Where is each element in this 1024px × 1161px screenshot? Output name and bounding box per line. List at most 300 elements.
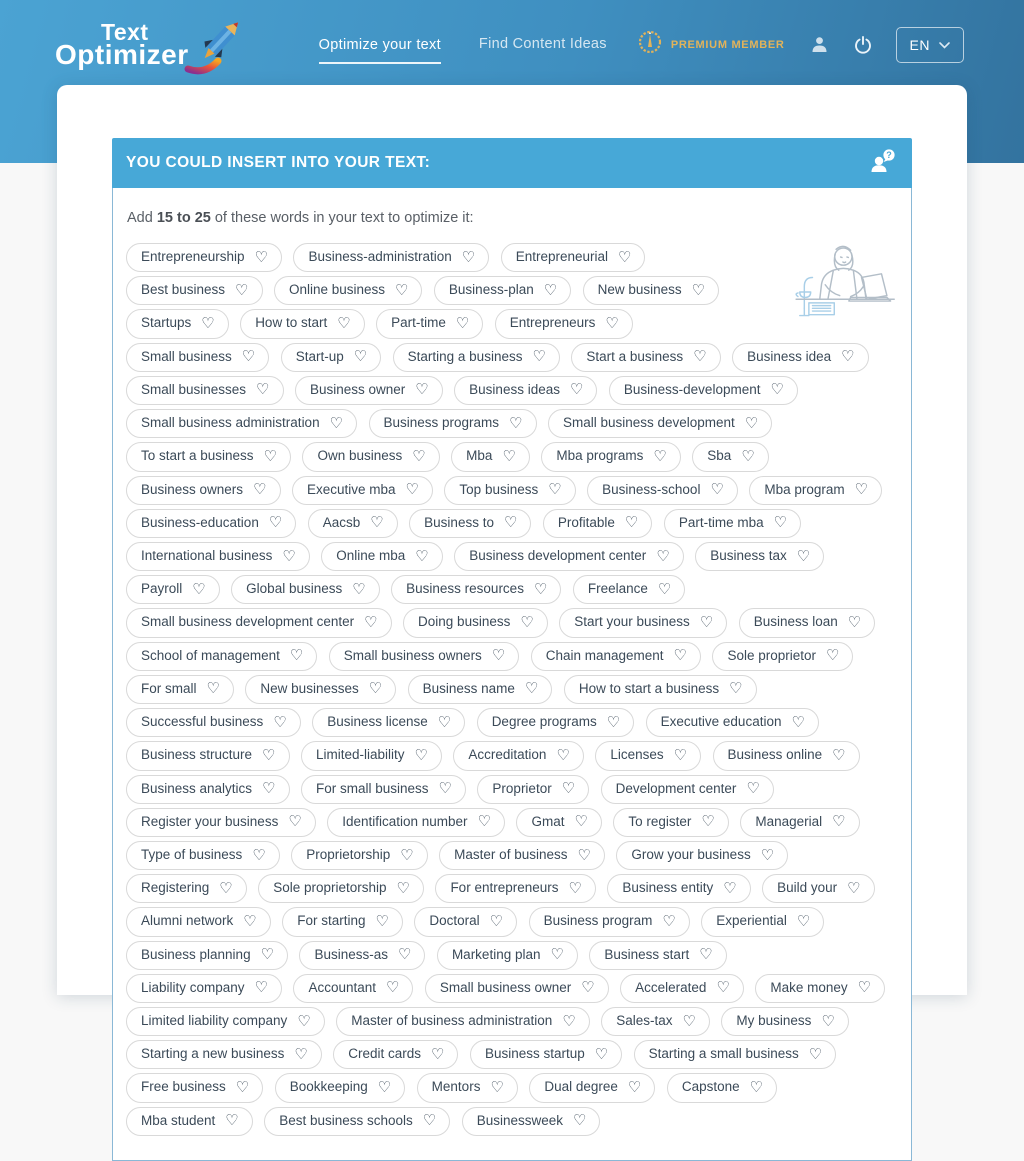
heart-icon[interactable]: ♡ [282,547,296,565]
heart-icon[interactable]: ♡ [562,1012,576,1030]
heart-icon[interactable]: ♡ [741,447,755,465]
heart-icon[interactable]: ♡ [490,1079,504,1097]
keyword-chip[interactable] [451,442,530,471]
heart-icon[interactable]: ♡ [746,780,760,798]
heart-icon[interactable]: ♡ [241,348,256,366]
keyword-chip[interactable] [620,974,744,1003]
keyword-label: New businesses [260,680,359,696]
keyword-chip[interactable] [529,907,690,936]
keyword-chip[interactable] [291,841,428,870]
heart-icon[interactable]: ♡ [395,281,409,299]
keyword-label: Start your business [574,614,690,630]
heart-icon[interactable]: ♡ [375,912,389,930]
panel-title: YOU COULD INSERT INTO YOUR TEXT: [126,154,431,171]
keyword-chip[interactable] [749,476,882,505]
nav-optimize-your-text[interactable]: Optimize your text [319,37,441,64]
heart-icon[interactable]: ♡ [627,1079,642,1097]
keyword-chip[interactable] [755,974,885,1003]
heart-icon[interactable]: ♡ [256,381,270,399]
heart-icon[interactable]: ♡ [415,381,429,399]
heart-icon[interactable]: ♡ [826,647,840,665]
keyword-chip[interactable] [667,1073,777,1102]
heart-icon[interactable]: ♡ [662,912,676,930]
heart-icon[interactable]: ♡ [235,281,249,299]
keyword-chip[interactable] [126,1073,263,1102]
keyword-label: Mba [466,448,493,464]
keyword-chip[interactable] [126,509,296,538]
heart-icon[interactable]: ♡ [854,481,869,499]
heart-icon[interactable]: ♡ [605,315,619,333]
heart-icon[interactable]: ♡ [543,281,558,299]
keyword-chip[interactable] [240,309,364,338]
keyword-chip[interactable] [435,874,596,903]
keyword-label: Accreditation [468,747,547,763]
heart-icon[interactable]: ♡ [396,879,410,897]
keyword-label: Best business [141,282,226,298]
keyword-chip[interactable] [601,1007,710,1036]
keyword-chip[interactable] [408,675,553,704]
heart-icon[interactable]: ♡ [294,1045,308,1063]
keyword-chip[interactable] [312,708,465,737]
heart-icon[interactable]: ♡ [653,447,667,465]
heart-icon[interactable]: ♡ [289,647,304,665]
user-icon[interactable] [811,36,828,53]
heart-icon[interactable]: ♡ [796,912,811,930]
heart-icon[interactable]: ♡ [744,414,759,432]
heart-icon[interactable]: ♡ [329,414,344,432]
keyword-chip[interactable] [739,608,876,637]
logo[interactable] [55,8,247,81]
heart-icon[interactable]: ♡ [502,447,516,465]
heart-icon[interactable]: ♡ [716,979,730,997]
keyword-label: Business programs [383,415,500,431]
heart-icon[interactable]: ♡ [252,846,266,864]
keyword-chip[interactable] [126,409,357,438]
heart-icon[interactable]: ♡ [263,447,278,465]
heart-icon[interactable]: ♡ [796,547,811,565]
keyword-chip[interactable] [126,542,310,571]
keyword-chip[interactable] [126,343,269,372]
heart-icon[interactable]: ♡ [729,680,743,698]
keyword-chip[interactable] [444,476,575,505]
keyword-chip[interactable] [409,509,531,538]
heart-icon[interactable]: ♡ [569,381,584,399]
keyword-chip[interactable] [434,276,571,305]
heart-icon[interactable]: ♡ [253,481,267,499]
heart-icon[interactable]: ♡ [760,846,775,864]
keyword-chip[interactable] [609,376,798,405]
keyword-chip[interactable] [126,775,290,804]
keyword-label: Online mba [336,547,406,563]
keyword-chip[interactable] [564,675,757,704]
keyword-chip[interactable] [231,575,380,604]
heart-icon[interactable]: ♡ [699,614,714,632]
heart-icon[interactable]: ♡ [524,680,539,698]
keyword-label: Build your [777,880,838,896]
heart-icon[interactable]: ♡ [353,348,368,366]
keyword-chip[interactable] [695,542,824,571]
keyword-chip[interactable] [634,1040,837,1069]
keyword-label: Business planning [141,946,251,962]
keyword-chip[interactable] [282,907,403,936]
keyword-chip[interactable] [403,608,548,637]
heart-icon[interactable]: ♡ [368,680,383,698]
keyword-label: Small business development center [141,614,355,630]
heart-icon[interactable]: ♡ [701,813,715,831]
suggestions-panel-header [112,138,912,188]
keyword-chip[interactable] [126,642,317,671]
keyword-label: Small business owners [343,647,482,663]
keyword-chip[interactable] [126,476,281,505]
keyword-label: Business loan [753,614,838,630]
keyword-chip[interactable] [543,509,653,538]
heart-icon[interactable]: ♡ [572,1112,587,1130]
premium-member-badge [637,29,785,60]
heart-icon[interactable]: ♡ [370,514,384,532]
keyword-chip[interactable] [414,907,517,936]
keyword-chip[interactable] [126,309,229,338]
heart-icon[interactable]: ♡ [437,713,452,731]
keyword-chip[interactable] [601,775,774,804]
heart-icon[interactable]: ♡ [262,780,276,798]
heart-icon[interactable]: ♡ [618,248,632,266]
heart-icon[interactable]: ♡ [400,846,414,864]
heart-icon[interactable]: ♡ [520,614,534,632]
keyword-chip[interactable] [740,808,859,837]
keyword-chip[interactable] [301,775,466,804]
heart-icon[interactable]: ♡ [857,979,872,997]
keyword-chip[interactable] [126,376,284,405]
keyword-chip[interactable] [301,741,442,770]
keyword-chip[interactable] [302,442,439,471]
keyword-chip[interactable] [541,442,681,471]
heart-icon[interactable]: ♡ [438,780,452,798]
keyword-chip[interactable] [664,509,801,538]
heart-icon[interactable]: ♡ [691,281,706,299]
keyword-chip[interactable] [595,741,701,770]
keyword-chip[interactable] [126,1040,322,1069]
keyword-label: Starting a business [407,348,523,364]
keyword-label: Registering [141,880,210,896]
keyword-chip[interactable] [281,343,381,372]
keyword-chip[interactable] [516,808,601,837]
keyword-chip[interactable] [548,409,772,438]
keyword-chip[interactable] [126,941,288,970]
keyword-chip[interactable] [439,841,605,870]
heart-icon[interactable]: ♡ [532,348,546,366]
keyword-label: Accelerated [635,979,707,995]
heart-icon[interactable]: ♡ [455,315,470,333]
heart-icon[interactable]: ♡ [386,979,400,997]
keyword-label: Business-plan [448,282,534,298]
keyword-chip[interactable] [126,808,316,837]
keyword-label: Master of business [454,846,568,862]
keyword-chip[interactable] [126,608,392,637]
heart-icon[interactable]: ♡ [364,614,378,632]
heart-icon[interactable]: ♡ [723,879,737,897]
heart-icon[interactable]: ♡ [219,879,233,897]
keyword-label: Top business [459,481,539,497]
heart-icon[interactable]: ♡ [832,746,846,764]
heart-icon[interactable]: ♡ [206,680,220,698]
heart-icon[interactable]: ♡ [594,1045,609,1063]
keyword-chip[interactable] [329,642,520,671]
heart-icon[interactable]: ♡ [606,713,621,731]
keyword-chip[interactable] [495,309,633,338]
help-user-icon[interactable] [869,148,897,179]
heart-icon[interactable]: ♡ [477,813,492,831]
keyword-chip[interactable] [333,1040,458,1069]
keyword-label: Accountant [308,979,377,995]
heart-icon[interactable]: ♡ [556,746,570,764]
keyword-chip[interactable] [293,243,489,272]
keyword-label: Make money [770,979,848,995]
heart-icon[interactable]: ♡ [415,547,429,565]
keyword-chip[interactable] [336,1007,590,1036]
keyword-label: Executive education [660,714,782,730]
keyword-chip[interactable] [321,542,443,571]
heart-icon[interactable]: ♡ [656,547,670,565]
heart-icon[interactable]: ♡ [624,514,639,532]
keyword-label: How to start a business [578,680,720,696]
keyword-label: Business-as [314,946,389,962]
keyword-label: Aacsb [322,514,361,530]
app-header [0,0,1024,85]
keyword-chip[interactable] [762,874,875,903]
keyword-chip[interactable] [275,1073,406,1102]
heart-icon[interactable]: ♡ [260,946,275,964]
heart-icon[interactable]: ♡ [225,1112,239,1130]
keyword-label: Mba student [141,1112,216,1128]
heart-icon[interactable]: ♡ [710,481,724,499]
keyword-chip[interactable] [613,808,728,837]
power-logout-icon[interactable] [854,36,872,54]
heart-icon[interactable]: ♡ [422,1112,437,1130]
heart-icon[interactable]: ♡ [509,414,523,432]
keyword-chip[interactable] [376,309,483,338]
heart-icon[interactable]: ♡ [749,1079,764,1097]
keyword-label: Limited liability company [141,1013,288,1029]
heart-icon[interactable]: ♡ [847,879,861,897]
keyword-label: Entrepreneurs [509,315,596,331]
heart-icon[interactable]: ♡ [254,248,269,266]
heart-icon[interactable]: ♡ [577,846,591,864]
keyword-label: School of management [141,647,280,663]
keyword-label: Business resources [406,581,524,597]
keyword-label: Business license [327,714,428,730]
heart-icon[interactable]: ♡ [847,614,862,632]
keyword-label: Capstone [681,1079,740,1095]
keyword-chip[interactable] [531,642,701,671]
keyword-chip[interactable] [477,708,635,737]
heart-icon[interactable]: ♡ [673,647,687,665]
keyword-chip[interactable] [126,675,234,704]
keyword-label: Business analytics [141,780,253,796]
language-selected: EN [909,36,930,53]
keyword-label: My business [736,1013,812,1029]
heart-icon[interactable]: ♡ [352,580,366,598]
heart-icon[interactable]: ♡ [693,348,707,366]
heart-icon[interactable]: ♡ [503,514,518,532]
keyword-chip[interactable] [126,708,301,737]
keyword-chip[interactable] [589,941,726,970]
keyword-chip[interactable] [437,941,578,970]
keyword-chip[interactable] [393,343,560,372]
keyword-chip[interactable] [126,243,282,272]
keyword-chip[interactable] [126,741,290,770]
keyword-chip[interactable] [126,907,271,936]
keyword-chip[interactable] [126,276,263,305]
heart-icon[interactable]: ♡ [414,746,428,764]
heart-icon[interactable]: ♡ [773,514,788,532]
keyword-chip[interactable] [417,1073,518,1102]
heart-icon[interactable]: ♡ [682,1012,696,1030]
keyword-chip[interactable] [126,874,247,903]
keyword-chip[interactable] [732,343,869,372]
heart-icon[interactable]: ♡ [699,946,713,964]
keyword-chip[interactable] [470,1040,622,1069]
heart-icon[interactable]: ♡ [673,746,688,764]
keyword-chip[interactable] [292,476,433,505]
keyword-chip[interactable] [571,343,720,372]
keyword-chip[interactable] [712,642,853,671]
keyword-chip[interactable] [454,542,684,571]
heart-icon[interactable]: ♡ [254,979,269,997]
keyword-label: Experiential [716,913,787,929]
keyword-chip[interactable] [646,708,819,737]
keyword-chip[interactable] [245,675,396,704]
keyword-chip[interactable] [477,775,589,804]
keyword-label: Sba [707,448,732,464]
keyword-chip[interactable] [369,409,537,438]
heart-icon[interactable]: ♡ [533,580,548,598]
keyword-chip[interactable] [391,575,561,604]
keyword-chip[interactable] [453,741,584,770]
heart-icon[interactable]: ♡ [235,1079,250,1097]
premium-member-label: PREMIUM MEMBER [670,38,785,51]
intro-prefix: Add [127,210,157,226]
heart-icon[interactable]: ♡ [377,1079,392,1097]
heart-icon[interactable]: ♡ [262,746,276,764]
keyword-label: Degree programs [491,714,597,730]
keyword-label: Global business [246,581,343,597]
keyword-chip[interactable] [692,442,768,471]
keyword-label: Register your business [141,813,279,829]
keyword-label: Sales-tax [616,1013,673,1029]
keyword-chip[interactable] [126,841,280,870]
keyword-label: Business-administration [308,249,452,264]
keyword-chip[interactable] [299,941,425,970]
heart-icon[interactable]: ♡ [574,813,588,831]
keyword-chip[interactable] [462,1107,601,1136]
heart-icon[interactable]: ♡ [268,514,283,532]
keyword-label: For entrepreneurs [450,880,559,896]
keyword-label: Business-development [623,381,761,397]
heart-icon[interactable]: ♡ [297,1012,311,1030]
heart-icon[interactable]: ♡ [201,315,215,333]
keyword-label: Part-time mba [678,514,764,530]
keyword-chip[interactable] [126,442,291,471]
heart-icon[interactable]: ♡ [808,1045,823,1063]
laurel-badge-icon [637,29,663,60]
heart-icon[interactable]: ♡ [841,348,855,366]
heart-icon[interactable]: ♡ [491,647,506,665]
keyword-label: Bookkeeping [289,1079,368,1095]
keyword-chip[interactable] [327,808,505,837]
keyword-chip[interactable] [529,1073,655,1102]
heart-icon[interactable]: ♡ [568,879,582,897]
keyword-chip[interactable] [274,276,423,305]
heart-icon[interactable]: ♡ [548,481,562,499]
keyword-label: Alumni network [141,913,234,929]
language-selector[interactable] [896,27,964,63]
keyword-label: To register [628,813,692,829]
keyword-chip[interactable] [721,1007,848,1036]
heart-icon[interactable]: ♡ [770,381,784,399]
heart-icon[interactable]: ♡ [821,1012,835,1030]
keyword-chip[interactable] [454,376,597,405]
keyword-chip[interactable] [258,874,424,903]
heart-icon[interactable]: ♡ [461,248,476,266]
keyword-chip[interactable] [126,974,282,1003]
heart-icon[interactable]: ♡ [243,912,257,930]
keyword-chip[interactable] [587,476,738,505]
heart-icon[interactable]: ♡ [288,813,302,831]
keyword-label: Own business [317,448,403,464]
heart-icon[interactable]: ♡ [561,780,576,798]
keyword-chip[interactable] [264,1107,450,1136]
keyword-label: Payroll [141,581,183,597]
heart-icon[interactable]: ♡ [412,447,426,465]
keyword-chip[interactable] [713,741,860,770]
heart-icon[interactable]: ♡ [832,813,846,831]
heart-icon[interactable]: ♡ [398,946,412,964]
keyword-chip[interactable] [295,376,443,405]
nav-find-content-ideas[interactable]: Find Content Ideas [478,35,607,52]
heart-icon[interactable]: ♡ [791,713,805,731]
keyword-chip[interactable] [501,243,646,272]
keyword-chip[interactable] [126,575,220,604]
heart-icon[interactable]: ♡ [192,580,206,598]
heart-icon[interactable]: ♡ [431,1045,445,1063]
keyword-label: Small business administration [141,415,320,431]
keyword-chip[interactable] [308,509,398,538]
keyword-chip[interactable] [126,1007,325,1036]
heart-icon[interactable]: ♡ [273,713,287,731]
keyword-chip[interactable] [126,1107,253,1136]
suggestions-panel-body [112,188,912,1161]
heart-icon[interactable]: ♡ [657,580,672,598]
keyword-label: Entrepreneurship [141,249,245,264]
keyword-chip[interactable] [701,907,824,936]
heart-icon[interactable]: ♡ [581,979,595,997]
heart-icon[interactable]: ♡ [489,912,504,930]
keyword-chip[interactable] [583,276,720,305]
heart-icon[interactable]: ♡ [550,946,564,964]
keyword-label: Business entity [622,880,714,896]
woman-at-laptop-illustration [778,241,896,323]
keyword-chip[interactable] [616,841,788,870]
heart-icon[interactable]: ♡ [337,315,351,333]
keyword-chip[interactable] [425,974,609,1003]
keyword-label: Chain management [545,647,664,663]
heart-icon[interactable]: ♡ [405,481,419,499]
keyword-chip[interactable] [293,974,413,1003]
keyword-label: For starting [297,913,366,929]
keyword-chip[interactable] [607,874,750,903]
keyword-chip[interactable] [573,575,686,604]
keyword-chip[interactable] [559,608,727,637]
